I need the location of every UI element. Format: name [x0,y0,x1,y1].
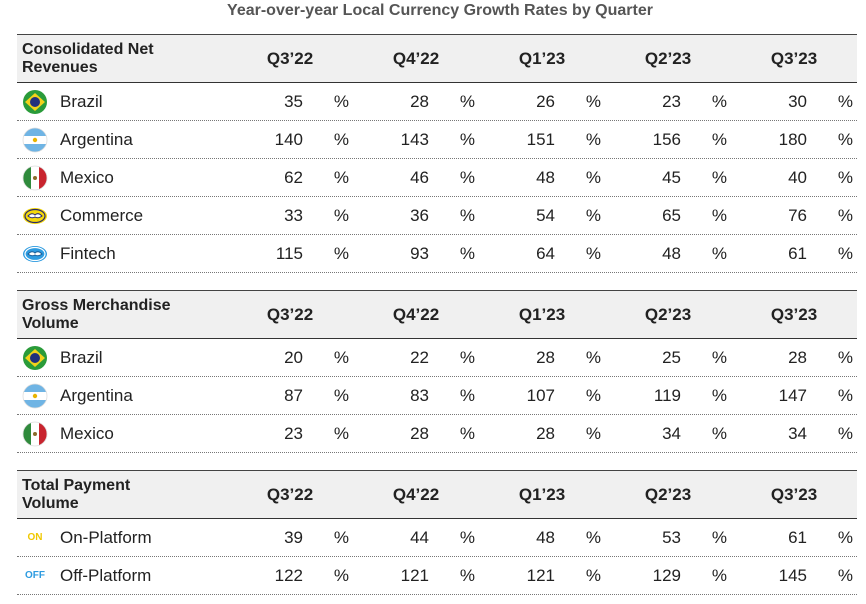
percent-sign: % [711,205,727,225]
quarter-header: Q1’23 [518,48,566,68]
quarter-header: Q3’22 [266,48,314,68]
value-number: 61 [788,243,807,263]
quarter-header: Q3’23 [770,304,818,324]
percent-sign: % [459,167,475,187]
value-number: 62 [284,167,303,187]
percent-sign: % [837,423,853,443]
value-cell [227,424,353,444]
value-number: 143 [400,129,429,149]
section-header [17,470,857,519]
percent-sign: % [711,91,727,111]
row-label [17,203,227,229]
value-cell [605,92,731,112]
percent-sign: % [333,347,349,367]
value-number: 180 [778,129,807,149]
section-title [17,477,227,513]
row-label [17,165,227,191]
percent-sign: % [459,385,475,405]
value-number: 145 [778,565,807,585]
value-cell [605,386,731,406]
percent-sign: % [333,423,349,443]
value-cell [479,386,605,406]
percent-sign: % [333,91,349,111]
value-cell [353,348,479,368]
table-section [17,34,857,273]
row-label-text: Fintech [60,243,116,263]
row-label-text: Mexico [60,167,114,187]
row-label [17,241,227,267]
percent-sign: % [585,91,601,111]
value-cell [227,348,353,368]
row-label-text: Brazil [60,347,103,367]
value-cell [731,92,857,112]
value-cell [605,168,731,188]
value-number: 23 [662,91,681,111]
value-number: 35 [284,91,303,111]
quarter-header: Q3’22 [266,304,314,324]
value-number: 107 [526,385,555,405]
value-cell [605,206,731,226]
row-label [17,127,227,153]
percent-sign: % [459,91,475,111]
on-tag-icon: ON [27,532,43,543]
section-header [17,290,857,339]
value-number: 20 [284,347,303,367]
value-number: 22 [410,347,429,367]
percent-sign: % [585,347,601,367]
value-number: 33 [284,205,303,225]
percent-sign: % [585,385,601,405]
value-number: 61 [788,527,807,547]
value-number: 30 [788,91,807,111]
value-cell [605,244,731,264]
percent-sign: % [711,347,727,367]
value-cell [353,206,479,226]
value-number: 28 [410,423,429,443]
value-number: 156 [652,129,681,149]
row-label-text: Commerce [60,205,144,225]
percent-sign: % [585,167,601,187]
value-cell [479,348,605,368]
value-cell [479,424,605,444]
page-title: Year-over-year Local Currency Growth Rates by Quarter [227,2,653,19]
value-number: 129 [652,565,681,585]
value-cell [731,168,857,188]
value-cell [227,168,353,188]
value-number: 25 [662,347,681,367]
percent-sign: % [333,527,349,547]
value-cell [227,528,353,548]
quarter-header: Q2’23 [644,304,692,324]
value-number: 46 [410,167,429,187]
value-number: 64 [536,243,555,263]
table-section [17,470,857,595]
value-number: 121 [400,565,429,585]
section-title-line: Consolidated Net [22,40,154,58]
value-number: 48 [536,167,555,187]
value-number: 34 [788,423,807,443]
table-section [17,290,857,453]
value-cell [479,168,605,188]
argentina-flag-icon [22,383,48,409]
value-cell [605,566,731,586]
section-title-line: Gross Merchandise [22,296,171,314]
percent-sign: % [711,243,727,263]
brazil-flag-icon [22,345,48,371]
percent-sign: % [837,91,853,111]
table-row [17,557,857,595]
percent-sign: % [711,129,727,149]
value-cell [479,528,605,548]
quarter-header: Q1’23 [518,484,566,504]
value-cell [731,348,857,368]
value-cell [227,206,353,226]
value-number: 76 [788,205,807,225]
value-number: 140 [274,129,303,149]
table-row [17,415,857,453]
percent-sign: % [585,243,601,263]
value-cell [353,244,479,264]
percent-sign: % [585,205,601,225]
row-label [17,566,227,586]
value-cell [605,528,731,548]
value-number: 53 [662,527,681,547]
percent-sign: % [837,205,853,225]
commerce-handshake-icon [22,203,48,229]
value-cell [353,528,479,548]
row-label-text: On-Platform [60,527,152,547]
row-label-text: Brazil [60,91,103,111]
table-row [17,121,857,159]
percent-sign: % [711,167,727,187]
value-number: 26 [536,91,555,111]
value-number: 44 [410,527,429,547]
percent-sign: % [585,129,601,149]
percent-sign: % [459,565,475,585]
quarter-header: Q1’23 [518,304,566,324]
value-cell [605,424,731,444]
value-cell [353,566,479,586]
value-number: 28 [410,91,429,111]
off-tag-icon: OFF [25,570,45,581]
value-cell [479,130,605,150]
value-cell [479,92,605,112]
value-cell [353,168,479,188]
value-cell [731,130,857,150]
value-number: 115 [275,243,303,263]
value-number: 28 [536,423,555,443]
section-title-line: Volume [22,314,79,332]
percent-sign: % [459,347,475,367]
value-cell [353,130,479,150]
percent-sign: % [837,243,853,263]
value-cell [353,92,479,112]
value-cell [605,130,731,150]
fintech-handshake-icon [22,241,48,267]
value-cell [731,566,857,586]
table-row [17,235,857,273]
quarter-header: Q2’23 [644,484,692,504]
quarter-header: Q3’23 [770,484,818,504]
section-title-line: Volume [22,494,79,512]
value-number: 119 [653,385,681,405]
percent-sign: % [585,423,601,443]
percent-sign: % [333,565,349,585]
percent-sign: % [459,243,475,263]
value-cell [479,244,605,264]
percent-sign: % [459,423,475,443]
section-header [17,34,857,83]
percent-sign: % [459,205,475,225]
value-cell [227,130,353,150]
value-number: 87 [284,385,303,405]
value-cell [227,92,353,112]
value-number: 45 [662,167,681,187]
value-number: 34 [662,423,681,443]
table-row [17,377,857,415]
percent-sign: % [333,243,349,263]
value-number: 93 [410,243,429,263]
value-number: 147 [778,385,807,405]
quarter-header: Q3’22 [266,484,314,504]
percent-sign: % [837,385,853,405]
percent-sign: % [333,167,349,187]
value-number: 48 [662,243,681,263]
mexico-flag-icon [22,421,48,447]
row-label-text: Off-Platform [60,565,152,585]
value-cell [731,206,857,226]
quarter-header: Q4’22 [392,484,440,504]
value-cell [605,348,731,368]
value-cell [731,424,857,444]
value-number: 54 [536,205,555,225]
value-number: 40 [788,167,807,187]
row-label [17,383,227,409]
table-row [17,83,857,121]
percent-sign: % [333,385,349,405]
quarter-header: Q3’23 [770,48,818,68]
section-title [17,41,227,77]
value-number: 122 [274,565,303,585]
table-row [17,519,857,557]
percent-sign: % [837,167,853,187]
value-number: 28 [536,347,555,367]
row-label [17,528,227,548]
percent-sign: % [711,385,727,405]
row-label [17,421,227,447]
value-number: 39 [284,527,303,547]
value-cell [353,386,479,406]
value-cell [227,244,353,264]
percent-sign: % [837,527,853,547]
percent-sign: % [585,527,601,547]
percent-sign: % [333,205,349,225]
percent-sign: % [711,527,727,547]
value-cell [731,244,857,264]
value-number: 28 [788,347,807,367]
value-number: 65 [662,205,681,225]
value-number: 36 [410,205,429,225]
row-label-text: Argentina [60,385,133,405]
value-number: 48 [536,527,555,547]
value-number: 121 [526,565,555,585]
section-title [17,297,227,333]
percent-sign: % [837,129,853,149]
percent-sign: % [585,565,601,585]
quarter-header: Q2’23 [644,48,692,68]
table-row [17,197,857,235]
value-number: 23 [284,423,303,443]
section-title-line: Total Payment [22,476,131,494]
value-cell [479,206,605,226]
value-cell [353,424,479,444]
value-number: 83 [410,385,429,405]
percent-sign: % [711,423,727,443]
row-label-text: Argentina [60,129,133,149]
value-cell [227,386,353,406]
percent-sign: % [459,527,475,547]
mexico-flag-icon [22,165,48,191]
percent-sign: % [837,347,853,367]
table-row [17,339,857,377]
percent-sign: % [837,565,853,585]
value-cell [731,386,857,406]
quarter-header: Q4’22 [392,304,440,324]
value-cell [479,566,605,586]
value-cell [227,566,353,586]
quarter-header: Q4’22 [392,48,440,68]
percent-sign: % [333,129,349,149]
percent-sign: % [459,129,475,149]
table-row [17,159,857,197]
value-number: 151 [526,129,555,149]
section-title-line: Revenues [22,58,98,76]
value-cell [731,528,857,548]
percent-sign: % [711,565,727,585]
brazil-flag-icon [22,89,48,115]
row-label [17,89,227,115]
row-label-text: Mexico [60,423,114,443]
row-label [17,345,227,371]
argentina-flag-icon [22,127,48,153]
